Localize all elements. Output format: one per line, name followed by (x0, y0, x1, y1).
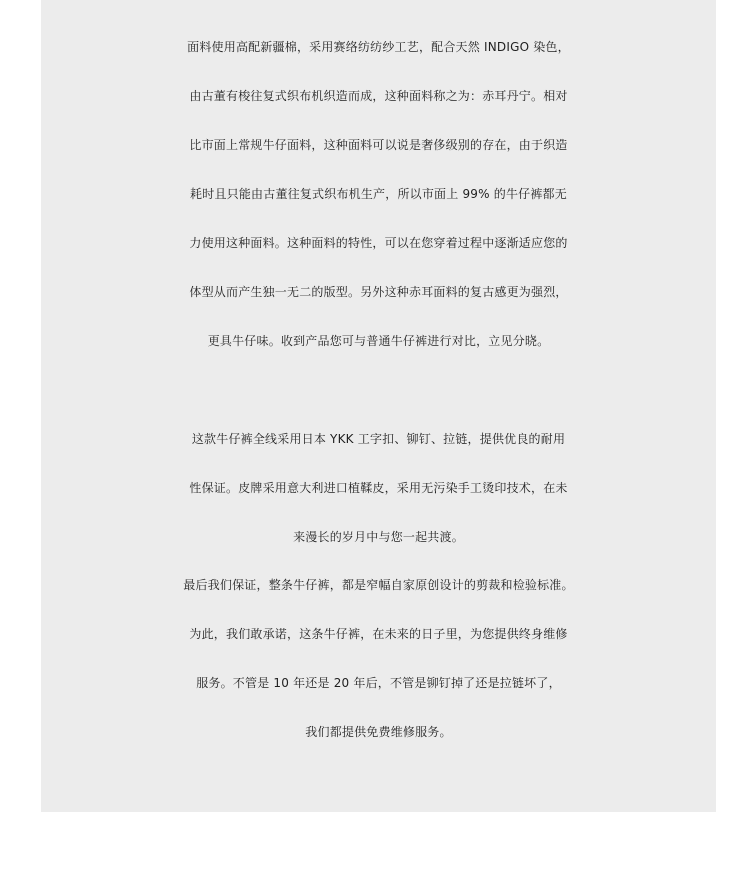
text-line: 比市面上常规牛仔面料，这种面料可以说是奢侈级别的存在，由于织造 (189, 138, 568, 152)
content-panel (41, 0, 716, 812)
text-line: 面料使用高配新疆棉，采用赛络纺纺纱工艺，配合天然 INDIGO 染色， (187, 40, 570, 54)
text-line: 由古董有梭往复式织布机织造而成，这种面料称之为：赤耳丹宁。相对 (189, 89, 568, 103)
text-line: 性保证。皮牌采用意大利进口植鞣皮，采用无污染手工烫印技术，在未 (189, 481, 568, 495)
text-line: 为此，我们敢承诺，这条牛仔裤，在未来的日子里，为您提供终身维修 (189, 627, 568, 641)
text-line: 力使用这种面料。这种面料的特性，可以在您穿着过程中逐渐适应您的 (189, 236, 568, 250)
text-line: 服务。不管是 10 年还是 20 年后，不管是铆钉掉了还是拉链坏了， (196, 676, 561, 690)
text-line: 这款牛仔裤全线采用日本 YKK 工字扣、铆钉、拉链，提供优良的耐用 (191, 432, 566, 446)
text-line: 最后我们保证，整条牛仔裤，都是窄幅自家原创设计的剪裁和检验标准。 (183, 578, 574, 592)
text-line: 耗时且只能由古董往复式织布机生产，所以市面上 99% 的牛仔裤都无 (190, 187, 567, 201)
text-line: 来漫长的岁月中与您一起共渡。 (293, 530, 464, 544)
text-line: 体型从而产生独一无二的版型。另外这种赤耳面料的复古感更为强烈， (189, 285, 568, 299)
text-line: 我们都提供免费维修服务。 (305, 725, 452, 739)
text-line: 更具牛仔味。收到产品您可与普通牛仔裤进行对比，立见分晓。 (207, 334, 550, 348)
